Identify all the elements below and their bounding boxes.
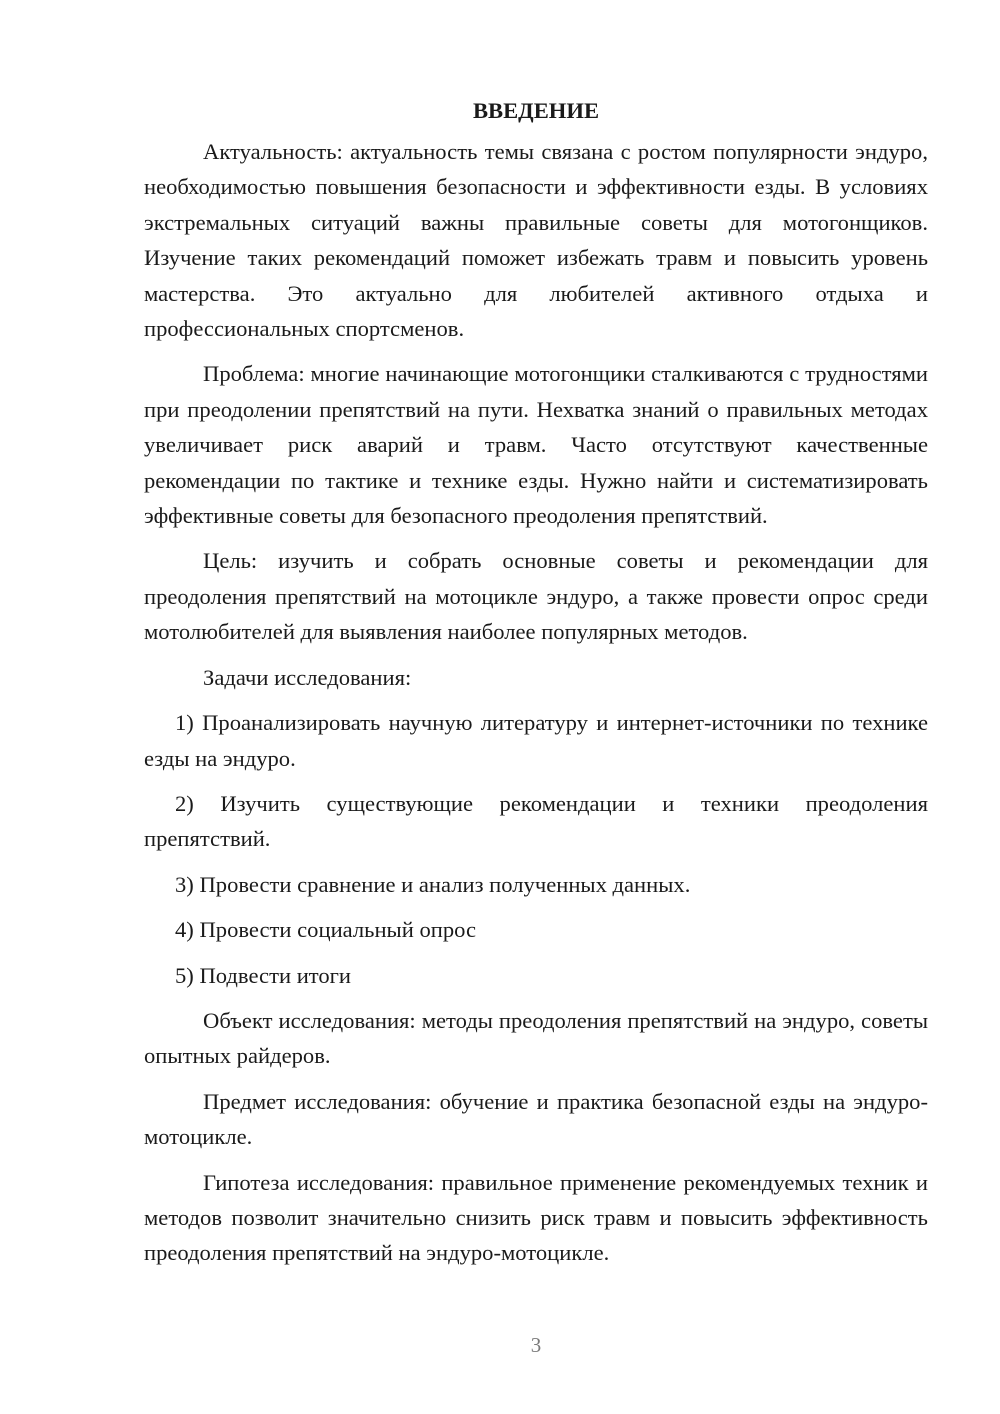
paragraph-subject: Предмет исследования: обучение и практика безопасной езды на эндуро-мотоцикле. bbox=[144, 1088, 928, 1150]
task-item: 3) Провести сравнение и анализ полученных данных. bbox=[175, 871, 691, 897]
task-item: 2) Изучить существующие рекомендации и техники преодоления препятствий. bbox=[144, 790, 928, 852]
paragraph-tasks-heading: Задачи исследования: bbox=[203, 664, 412, 690]
task-item: 5) Подвести итоги bbox=[175, 962, 352, 988]
paragraph-problem: Проблема: многие начинающие мотогонщики сталкиваются с трудностями при преодолении препятствий на пути. Нехватка знаний о правильных методах увеличивает риск аварий и травм. Часто отсутствуют качественные рекомендации по тактике и технике езды. Нужно найти и систематизировать эффективные советы для безопасного преодоления препятствий. bbox=[144, 361, 928, 529]
section-title: ВВЕДЕНИЕ bbox=[472, 98, 600, 123]
paragraph-hypothesis: Гипотеза исследования: правильное применение рекомендуемых техник и методов позволит значительно снизить риск травм и повысить эффективность преодоления препятствий на эндуро-мотоцикле. bbox=[144, 1169, 928, 1266]
task-item: 1) Проанализировать научную литературу и интернет-источники по технике езды на эндуро. bbox=[144, 710, 928, 771]
paragraph-goal: Цель: изучить и собрать основные советы и рекомендации для преодоления препятствий на мотоцикле эндуро, а также провести опрос среди мотолюбителей для выявления наиболее популярных методов. bbox=[144, 548, 928, 645]
paragraph-relevance: Актуальность: актуальность темы связана с ростом популярности эндуро, необходимостью повышения безопасности и эффективности езды. В условиях экстремальных ситуаций важны правильные советы для мотогонщиков. Изучение таких рекомендаций поможет избежать травм и повысить уровень мастерства. Это актуально для любителей активного отдыха и профессиональных спортсменов. bbox=[144, 139, 928, 342]
page-content bbox=[144, 92, 928, 1281]
page-number: 3 bbox=[530, 1333, 542, 1357]
task-item: 4) Провести социальный опрос bbox=[175, 917, 477, 943]
paragraph-object: Объект исследования: методы преодоления препятствий на эндуро, советы опытных райдеров. bbox=[144, 1007, 928, 1069]
